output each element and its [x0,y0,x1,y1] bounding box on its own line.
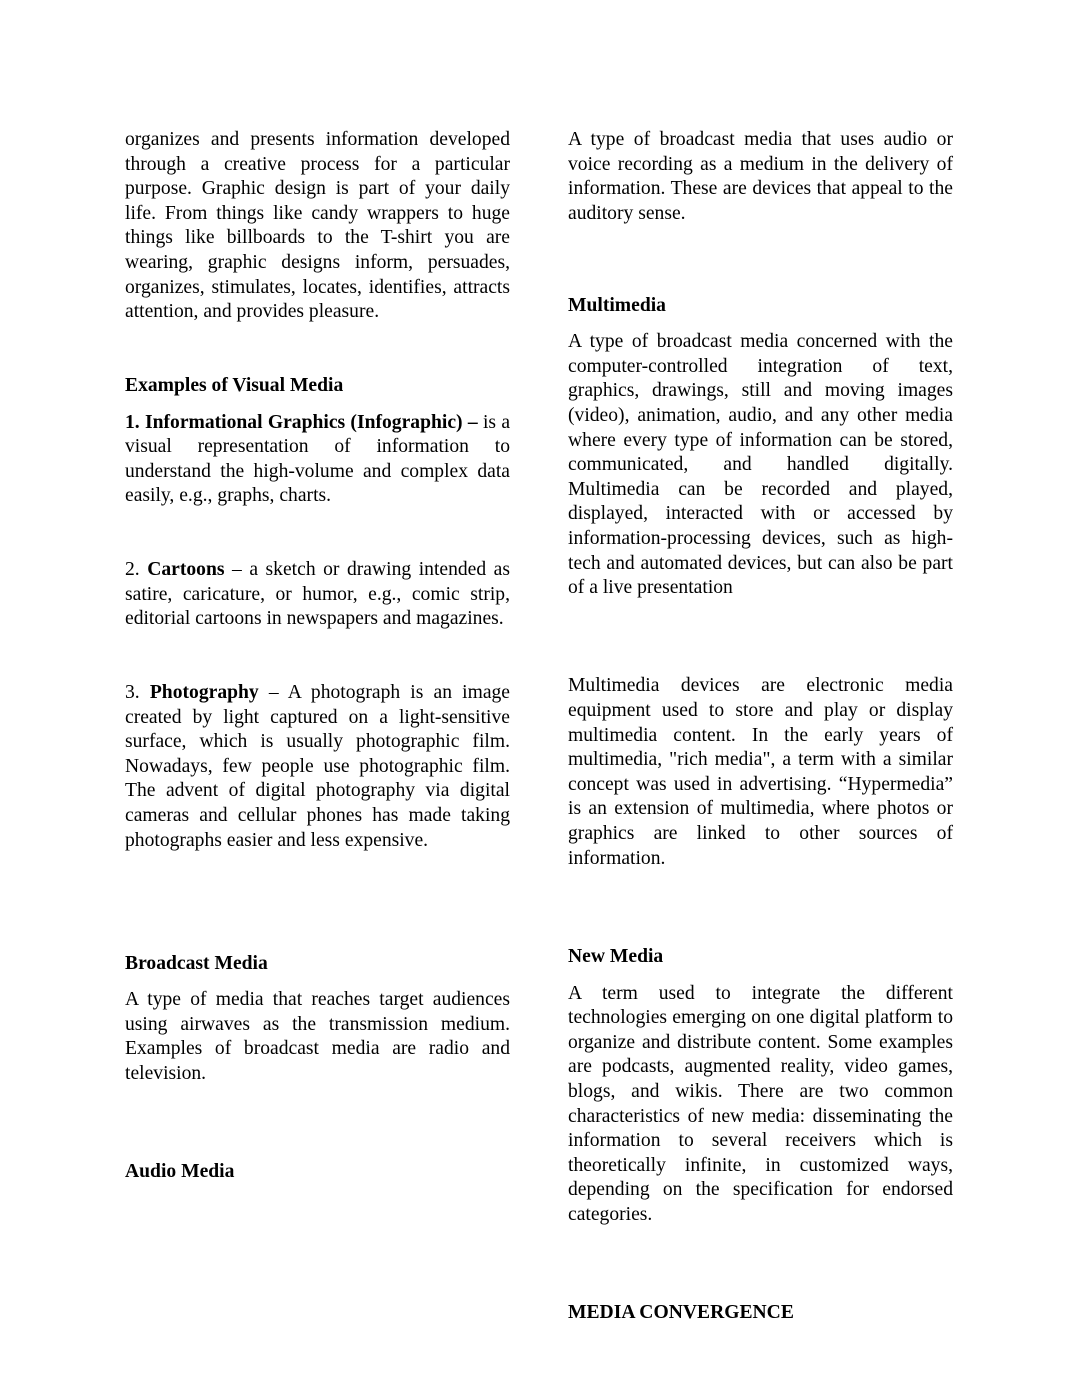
heading-multimedia: Multimedia [568,294,666,316]
spacer [568,226,953,275]
list-item-number: 2. [125,559,148,581]
heading-examples-of-visual-media: Examples of Visual Media [125,374,344,396]
heading-broadcast-media: Broadcast Media [125,952,268,974]
spacer [568,920,953,945]
list-item-cartoons [125,558,510,632]
spacer [125,632,510,681]
list-item-text: is a visual representation of information to understand the high-volume and complex data easily, e.g., graphs, charts. [125,411,511,507]
spacer [568,970,953,982]
audio-media-body: A type of broadcast media that uses audio or voice recording as a medium in the delivery of information. These are devices that appeal to the auditory sense. [568,129,953,224]
broadcast-media-body: A type of media that reaches target audiences using airwaves as the transmission medium. Examples of broadcast media are radio and television. [125,989,510,1084]
list-item-number: 3. [125,682,150,704]
spacer [568,871,953,920]
right-column [568,128,953,1326]
list-item-infographic [125,411,510,509]
list-item-text: – a sketch or drawing intended as satire, caricature, or humor, e.g., comic strip, editorial cartoons in newspapers and magazines. [125,559,511,630]
multimedia-body-second: Multimedia devices are electronic media equipment used to store and play or display multimedia content. In the early years of multimedia, "rich media", a term with a similar concept was used in advertising. “Hypermedia” is an extension of multimedia, where photos or graphics are linked to other sources of information. [568,675,953,869]
spacer [125,976,510,988]
list-item-lead: Photography [149,682,259,704]
spacer [125,1136,510,1161]
spacer [125,902,510,951]
spacer [568,1277,953,1302]
spacer [125,853,510,902]
spacer [568,318,953,330]
left-column [125,128,510,1185]
list-item-photography [125,681,510,853]
spacer [568,1228,953,1277]
list-item-text: – A photograph is an image created by light captured on a light-sensitive surface, which is usually photographic film. Nowadays, few people use photographic film. The advent of digital photography via digital cameras and cellular phones has made taking photographs easier and less expensive. [125,682,511,851]
spacer [125,1087,510,1136]
heading-media-convergence: MEDIA CONVERGENCE [568,1302,794,1324]
list-item-lead: Cartoons [147,559,225,581]
heading-audio-media: Audio Media [125,1161,235,1183]
multimedia-body-first: A type of broadcast media concerned with the computer-controlled integration of text, graphics, drawings, still and moving images (video), animation, audio, and any other media where every type of information can be stored, communicated, and handled digitally. Multimedia can be recorded and played, displayed, interacted with or accessed by information-processing devices, such as high-tech and automated devices, but can also be part of a live presentation [568,331,953,599]
spacer [125,509,510,558]
heading-new-media: New Media [568,946,664,967]
new-media-body: A term used to integrate the different technologies emerging on one digital platform to organize and distribute content. Some examples are podcasts, augmented reality, video games, blogs, and wikis. There are two common characteristics of new media: disseminating the information to several receivers which is theoretically infinite, in customized ways, depending on the specification for endorsed categories. [568,982,953,1225]
spacer [568,276,953,294]
two-column-layout [125,128,953,1326]
spacer [568,650,953,675]
list-item-lead: 1. Informational Graphics (Infographic) – [125,411,478,433]
spacer [125,325,510,374]
spacer [125,399,510,411]
spacer [568,601,953,650]
continued-paragraph: organizes and presents information developed through a creative process for a particular purpose. Graphic design is part of your daily life. From things like candy wrappers to huge things like billboards to the T-shirt you are wearing, graphic designs inform, persuades, organizes, stimulates, locates, identifies, attracts attention, and provides pleasure. [125,129,510,323]
